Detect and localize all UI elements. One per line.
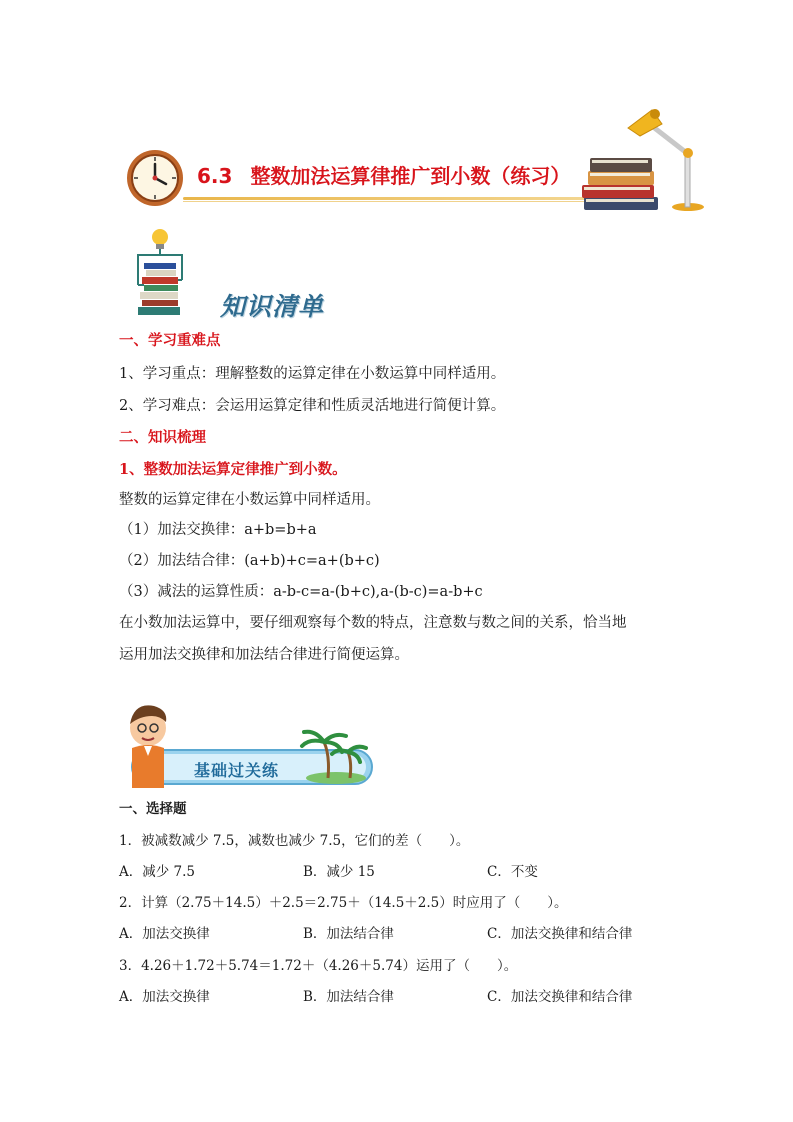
question-1: 1．被减数减少 7.5，减数也减少 7.5，它们的差（ ）。 [119,833,470,849]
law-subtraction: （3）减法的运算性质：a-b-c=a-(b+c),a-(b-c)=a-b+c [119,584,483,600]
desk-lamp-icon [622,100,712,215]
title-text: 整数加法运算律推广到小数（练习） [250,164,571,188]
knowledge-list-logo [130,225,330,325]
law-commutative: （1）加法交换律：a+b=b+a [119,522,317,538]
question-3-option-b: B．加法结合律 [303,989,394,1005]
question-2-option-a: A．加法交换律 [119,926,210,942]
paragraph-line-1: 在小数加法运算中，要仔细观察每个数的特点，注意数与数之间的关系，恰当地 [119,615,627,631]
banner-title: 基础过关练 [194,761,280,780]
question-3-option-a: A．加法交换律 [119,989,210,1005]
intro-text: 整数的运算定律在小数运算中同样适用。 [119,492,380,508]
title-number: 6.3 [197,164,233,188]
question-1-option-c: C．不变 [487,864,538,880]
key-point-2: 2、学习难点：会运用运算定律和性质灵活地进行简便计算。 [119,398,506,414]
clock-icon [125,148,185,208]
question-3: 3．4.26＋1.72＋5.74＝1.72＋（4.26＋5.74）运用了（ ）。 [119,958,518,974]
question-1-option-a: A．减少 7.5 [119,864,196,880]
question-2-option-c: C．加法交换律和结合律 [487,926,633,942]
law-associative: （2）加法结合律：(a+b)+c=a+(b+c) [119,553,380,569]
question-2-option-b: B．加法结合律 [303,926,394,942]
question-3-option-c: C．加法交换律和结合律 [487,989,633,1005]
section-heading-knowledge: 二、知识梳理 [119,429,206,446]
title-underline [183,197,588,200]
basic-practice-banner [118,700,378,790]
question-2: 2．计算（2.75＋14.5）＋2.5＝2.75＋（14.5＋2.5）时应用了（ ）。 [119,895,568,911]
page-title [197,160,570,189]
question-1-option-b: B．减少 15 [303,864,375,880]
section-heading-multiple-choice: 一、选择题 [119,801,187,817]
knowledge-list-title: 知识清单 [220,292,325,321]
subheading-decimal-laws: 1、整数加法运算定律推广到小数。 [119,461,347,478]
section-heading-key-points: 一、学习重难点 [119,332,221,349]
key-point-1: 1、学习重点：理解整数的运算定律在小数运算中同样适用。 [119,366,506,382]
paragraph-line-2: 运用加法交换律和加法结合律进行简便运算。 [119,647,409,663]
title-underline-shadow [183,201,588,202]
